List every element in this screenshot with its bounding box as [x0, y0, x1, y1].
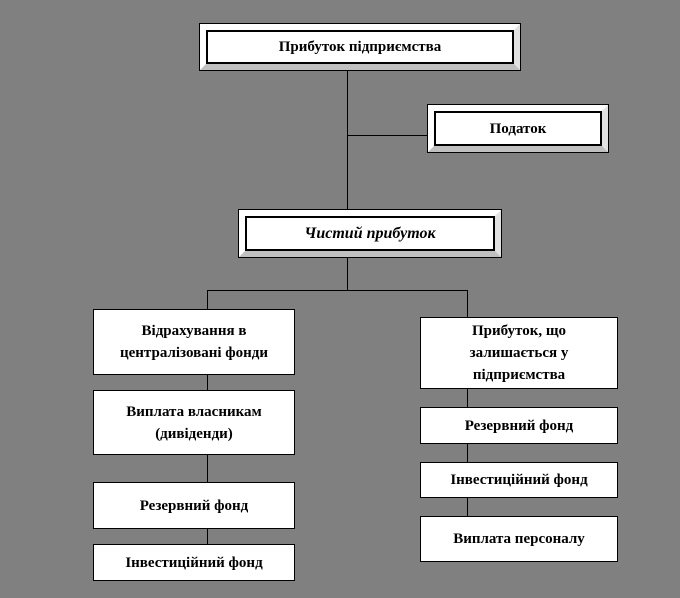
box-personnel-payments: Виплата персоналу — [420, 516, 618, 562]
box-investment-fund-right: Інвестиційний фонд — [420, 462, 618, 498]
box-enterprise-profit-label: Прибуток підприємства — [206, 30, 514, 64]
connector-right-2-3 — [467, 444, 468, 462]
connector-tax-branch — [347, 135, 427, 136]
bevel-frame — [239, 210, 501, 257]
box-tax-label: Податок — [434, 111, 602, 146]
box-reserve-fund-left: Резервний фонд — [93, 482, 295, 529]
connector-left-drop — [207, 290, 208, 309]
box-investment-fund-left: Інвестиційний фонд — [93, 544, 295, 581]
bevel-frame — [200, 24, 520, 70]
box-profit-remaining-enterprise: Прибуток, що залишається у підприємства — [420, 317, 618, 389]
bevel-frame — [428, 105, 608, 152]
connector-left-3-4 — [207, 529, 208, 544]
box-deductions-centralized-funds: Відрахування в централізовані фонди — [93, 309, 295, 375]
connector-right-1-2 — [467, 389, 468, 407]
box-enterprise-profit — [199, 23, 521, 71]
connector-split-rail — [207, 290, 468, 291]
connector-left-1-2 — [207, 375, 208, 390]
connector-right-drop — [467, 290, 468, 317]
connector-profit-to-net — [347, 71, 348, 209]
box-reserve-fund-right: Резервний фонд — [420, 407, 618, 444]
connector-net-to-split — [347, 258, 348, 290]
box-net-profit-label: Чистий прибуток — [245, 216, 495, 251]
box-tax — [427, 104, 609, 153]
box-net-profit — [238, 209, 502, 258]
box-owner-payments-dividends: Виплата власникам (дивіденди) — [93, 390, 295, 455]
connector-left-2-3 — [207, 455, 208, 482]
connector-right-3-4 — [467, 498, 468, 516]
